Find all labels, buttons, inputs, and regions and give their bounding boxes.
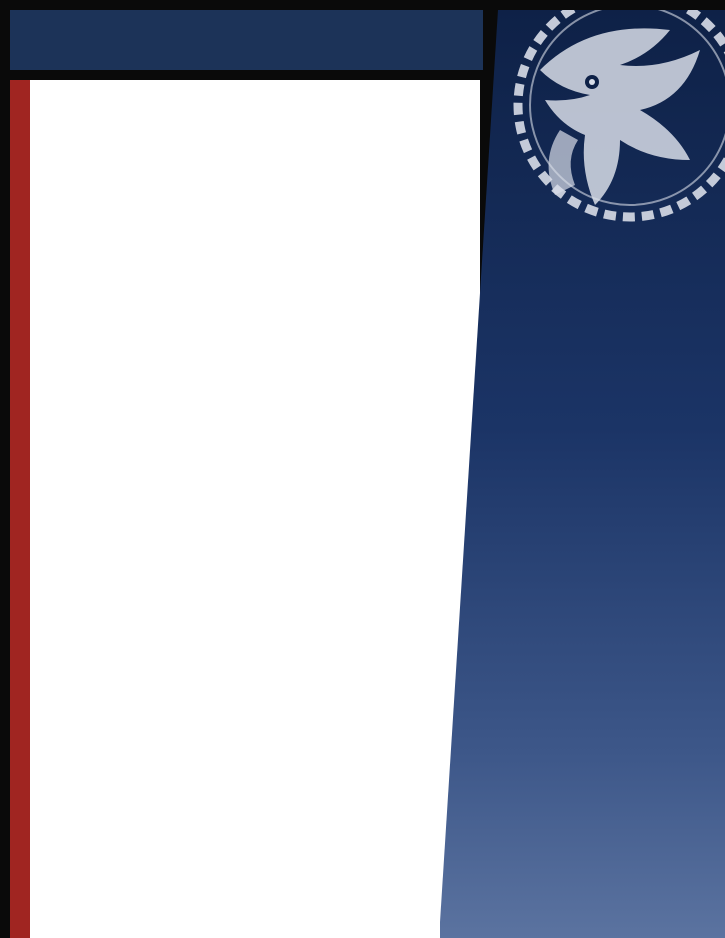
sidebar-panel	[440, 10, 725, 938]
title-bar	[10, 10, 483, 70]
owl-emblem-icon	[500, 10, 725, 250]
table-of-contents	[10, 80, 480, 938]
page-number-bar	[10, 80, 30, 938]
